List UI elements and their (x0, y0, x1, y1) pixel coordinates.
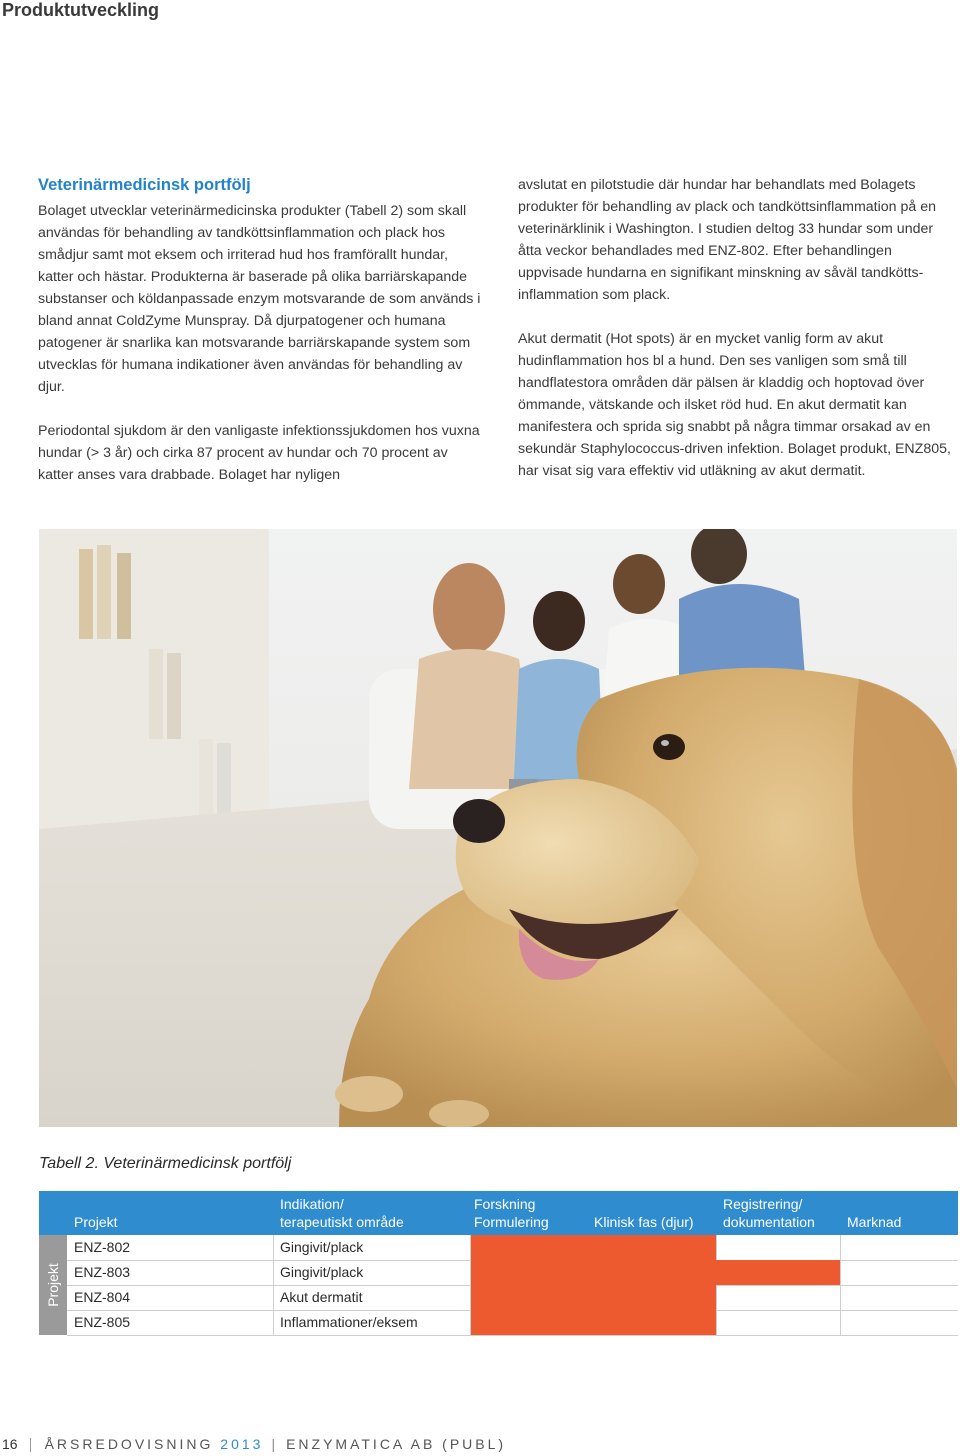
paragraph: Akut dermatit (Hot spots) är en mycket vanlig form av akut hudinflammation hos bl a hund. Den ses vanligen som små till handflatestora områden där pälsen är kladdig och hoptovad över ömmande, vätskande och ilsket röd hud. En akut dermatit kan manifestera och sprida sig snabbt på några timmar orsakad av en sekundär Staphylococcus-driven infektion. Bolaget produkt, ENZ805, har visat sig vara effektiv vid utläkning av akut dermatit. (518, 331, 951, 479)
company-name: ENZYMATICA AB (PUBL) (286, 1436, 507, 1452)
column-divider (716, 1235, 717, 1335)
left-column (38, 174, 483, 508)
indication: Gingivit/plack (280, 1239, 364, 1255)
footer-separator: | (271, 1436, 279, 1452)
side-label: Projekt (39, 1235, 67, 1335)
column-header-indication: Indikation/ terapeutiskt område (280, 1196, 404, 1230)
column-header-registration: Registrering/ dokumentation (723, 1196, 815, 1230)
indication: Akut dermatit (280, 1289, 363, 1305)
indication: Gingivit/plack (280, 1264, 364, 1280)
column-header-research: Forskning Formulering (474, 1196, 549, 1230)
paragraph: Bolaget utvecklar veterinärmedicinska produkter (Tabell 2) som skall användas för behandling av tandköttsinflammation och plack hos smådjur samt mot eksem och irriterad hud hos framförallt hundar, katter och hästar. Produkterna är baserade på olika barriärskapande substanser och köldanpassade enzym motsvarande de som används i bland annat ColdZyme Munspray. Då djurpatogener och humana patogener är snarlika kan motsvarande barriärskapande system som utvecklas för humana indikationer även användas för behandling av djur. (38, 203, 481, 395)
progress-bar (471, 1310, 716, 1335)
report-title: ÅRSREDOVISNING (44, 1436, 214, 1452)
section-title: Veterinärmedicinsk portfölj (38, 176, 251, 194)
project-name: ENZ-804 (74, 1289, 131, 1305)
progress-bar (471, 1285, 716, 1310)
paragraph: Periodontal sjukdom är den vanligaste infektionssjukdomen hos vuxna hundar (> 3 år) och cirka 87 procent av hundar och 70 procent av katter anses vara drabbade. Bolaget har nyligen (38, 423, 480, 483)
page-footer (2, 1436, 506, 1452)
project-name: ENZ-802 (74, 1239, 131, 1255)
report-year: 2013 (220, 1436, 264, 1452)
indication: Inflammationer/eksem (280, 1314, 418, 1330)
column-header-clinical: Klinisk fas (djur) (594, 1214, 694, 1230)
row-divider (67, 1335, 958, 1336)
paragraph: avslutat en pilotstudie där hundar har behandlats med Bolagets produkter för behandling av plack och tandköttsinflammation på en veterinärklinik i Washington. I studien deltog 33 hundar som under åtta veckor behandlades med ENZ-802. Efter behandlingen uppvisade hundarna en signifikant minskning av såväl tandkötts-inflammation som plack. (518, 177, 936, 303)
project-name: ENZ-805 (74, 1314, 131, 1330)
project-name: ENZ-803 (74, 1264, 131, 1280)
section-header: Produktutveckling (2, 0, 160, 20)
column-header-market: Marknad (847, 1214, 902, 1230)
table-caption: Tabell 2. Veterinärmedicinsk portfölj (39, 1155, 292, 1172)
footer-divider (30, 1438, 31, 1452)
dog-family-photo (39, 529, 957, 1127)
column-divider (840, 1235, 841, 1335)
column-header-project: Projekt (74, 1214, 118, 1230)
progress-bar (471, 1260, 840, 1285)
column-divider (273, 1235, 274, 1335)
right-column (518, 174, 953, 504)
page-number: 16 (2, 1436, 18, 1452)
progress-bar (471, 1235, 716, 1260)
